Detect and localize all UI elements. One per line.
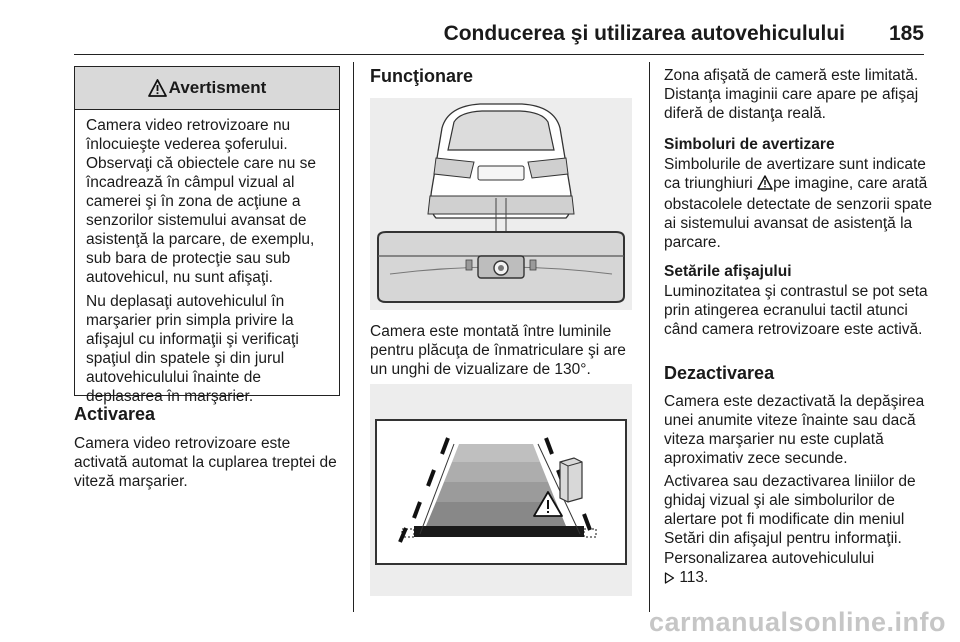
activation-heading: Activarea — [74, 404, 156, 424]
watermark: carmanualsonline.info — [648, 607, 946, 637]
deactivation-paragraph-1: Camera este dezactivată la depăşirea unei anumite viteze înainte sau dacă viteza marşarier nu este cuplată aproximativ zece secunde. — [664, 393, 925, 467]
warning-symbols-text-before: Simbolurile de avertizare sunt indicate ca triunghiuri — [664, 156, 926, 192]
page-number: 185 — [888, 22, 924, 45]
page-header-title: Conducerea şi utilizarea autovehiculului — [443, 22, 845, 45]
warning-box-header — [75, 67, 339, 110]
camera-location-figure — [370, 98, 632, 310]
function-heading: Funcţionare — [370, 66, 474, 86]
page-reference[interactable] — [664, 568, 708, 589]
triangle-arrow-icon — [664, 570, 675, 589]
page-reference-number: 113. — [679, 569, 709, 586]
display-settings-text: Luminozitatea şi contrastul se pot seta prin atingerea ecranului tactil atunci când camera retrovizoare este activă. — [664, 283, 928, 338]
warning-paragraph-2: Nu deplasaţi autovehiculul în marşarier prin simpla privire la afişajul cu informaţii şi verificaţi spaţiul din spatele şi din jurul autovehiculului înainte de deplasarea în marşarier. — [86, 293, 299, 405]
warning-symbols-text — [664, 155, 938, 252]
camera-display-figure — [370, 384, 632, 596]
warning-symbols-text-after: pe imagine, care arată obstacolele detectate de senzorii spate ai sistemului avansat de asistenţă la parcare. — [664, 175, 932, 251]
activation-text: Camera video retrovizoare este activată automat la cuplarea treptei de viteză marşarier. — [74, 435, 337, 490]
limited-area-text: Zona afişată de cameră este limitată. Distanţa imaginii care apare pe afişaj diferă de distanţa reală. — [664, 67, 919, 122]
warning-title: Avertisment — [168, 78, 267, 97]
warning-triangle-icon — [757, 175, 773, 195]
warning-symbols-heading: Simboluri de avertizare — [664, 136, 835, 153]
warning-icon — [148, 79, 167, 97]
deactivation-paragraph-3: Personalizarea autovehiculului — [664, 550, 875, 567]
function-caption: Camera este montată între luminile pentru plăcuţa de înmatriculare şi are un unghi de vizualizare de 130°. — [370, 323, 626, 378]
column-divider-left — [353, 62, 354, 612]
column-divider-right — [649, 62, 650, 612]
deactivation-paragraph-2: Activarea sau dezactivarea liniilor de ghidaj vizual şi ale simbolurilor de alertare pot fi modificate din meniul Setări din afişajul pentru informaţii. — [664, 473, 916, 547]
header-rule — [74, 54, 924, 55]
deactivation-heading: Dezactivarea — [664, 363, 775, 383]
warning-paragraph-1: Camera video retrovizoare nu înlocuieşte vederea şoferului. Observaţi că obiectele care nu se încadrează în câmpul vizual al camerei şi în zona de acţiune a senzorilor sistemului avansat de asistenţă la parcare, de exemplu, sub bara de protecţie sau sub autovehicul, nu sunt afişaţi. — [86, 117, 317, 286]
warning-box — [74, 66, 340, 405]
display-settings-heading: Setările afişajului — [664, 263, 792, 280]
